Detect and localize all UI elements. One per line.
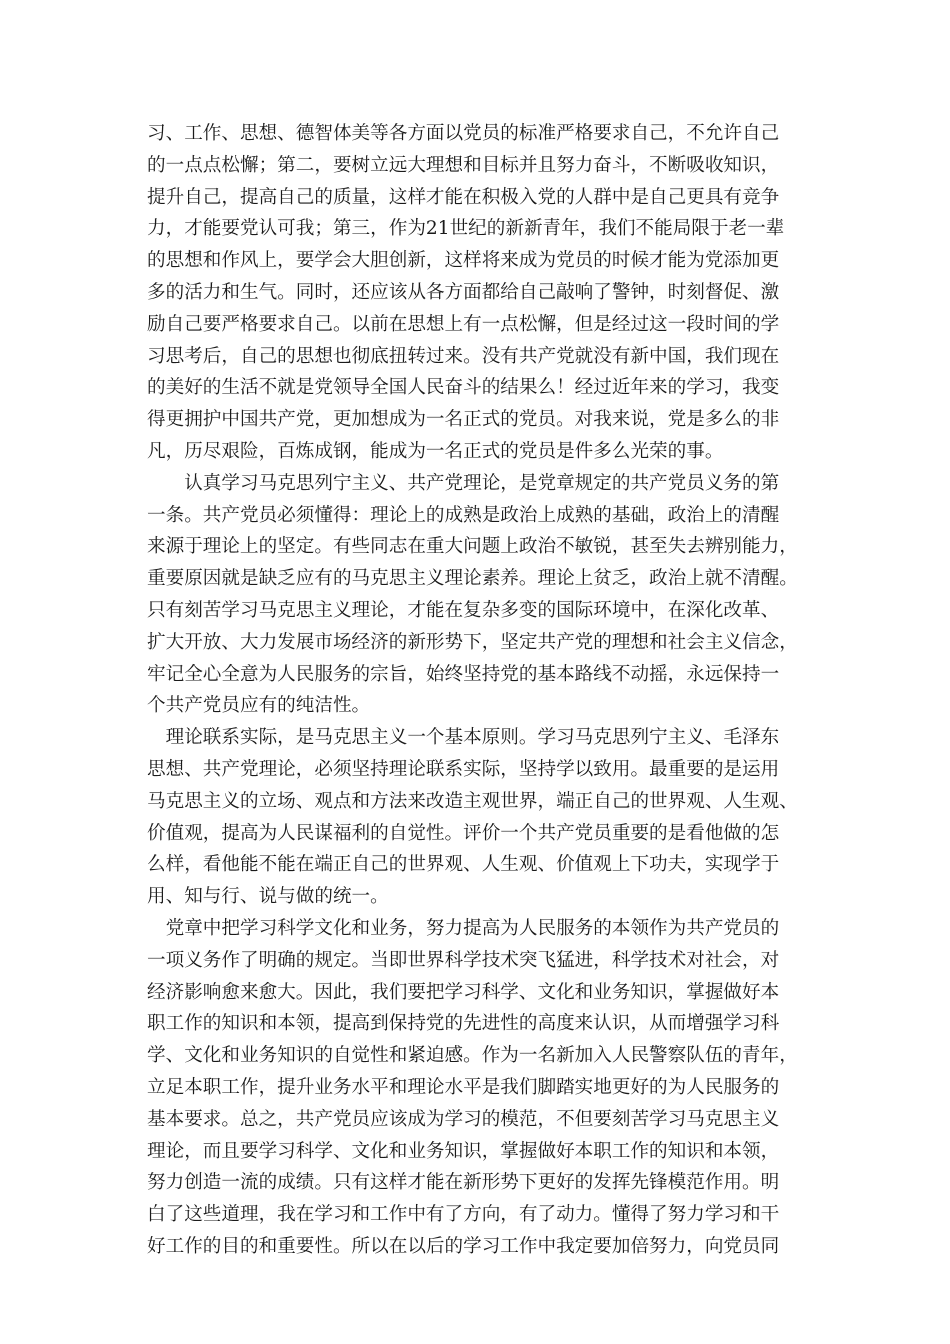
paragraph-theory-practice [147, 722, 807, 913]
text-line: 的美好的生活不就是党领导全国人民奋斗的结果么！经过近年来的学习，我变 [147, 377, 780, 399]
text-line: 一条。共产党员必须懂得：理论上的成熟是政治上成熟的基础，政治上的清醒 [147, 504, 780, 526]
text-line: 党章中把学习科学文化和业务，努力提高为人民服务的本领作为共产党员的 [147, 917, 780, 939]
text-line: 得更拥护中国共产党，更加想成为一名正式的党员。对我来说，党是多么的非 [147, 409, 780, 431]
text-line: 个共产党员应有的纯洁性。 [147, 695, 371, 717]
text-line: 提升自己，提高自己的质量，这样才能在积极入党的人群中是自己更具有竞争 [147, 186, 780, 208]
text-line: 认真学习马克思列宁主义、共产党理论，是党章规定的共产党员义务的第 [147, 472, 780, 494]
text-line: 好工作的目的和重要性。所以在以后的学习工作中我定要加倍努力，向党员同 [147, 1235, 780, 1257]
text-line: 用、知与行、说与做的统一。 [147, 886, 389, 908]
text-line: 一项义务作了明确的规定。当即世界科学技术突飞猛进，科学技术对社会，对 [147, 949, 780, 971]
text-line: 多的活力和生气。同时，还应该从各方面都给自己敲响了警钟，时刻督促、激 [147, 281, 780, 303]
text-line: 思想、共产党理论，必须坚持理论联系实际，坚持学以致用。最重要的是运用 [147, 758, 780, 780]
text-line: 凡，历尽艰险，百炼成钢，能成为一名正式的党员是件多么光荣的事。 [147, 440, 724, 462]
text-line: 马克思主义的立场、观点和方法来改造主观世界，端正自己的世界观、人生观、 [147, 790, 798, 812]
text-line: 只有刻苦学习马克思主义理论，才能在复杂多变的国际环境中，在深化改革、 [147, 599, 780, 621]
text-line: 习思考后，自己的思想也彻底扭转过来。没有共产党就没有新中国，我们现在 [147, 345, 780, 367]
text-line: 扩大开放、大力发展市场经济的新形势下，坚定共产党的理想和社会主义信念， [147, 631, 798, 653]
text-line: 价值观，提高为人民谋福利的自觉性。评价一个共产党员重要的是看他做的怎 [147, 822, 780, 844]
text-line: 力，才能要党认可我；第三，作为21世纪的新新青年，我们不能局限于老一辈 [147, 218, 785, 240]
text-line: 基本要求。总之，共产党员应该成为学习的模范，不但要刻苦学习马克思主义 [147, 1108, 780, 1130]
text-line: 的一点点松懈；第二，要树立远大理想和目标并且努力奋斗，不断吸收知识， [147, 154, 780, 176]
text-line: 努力创造一流的成绩。只有这样才能在新形势下更好的发挥先锋模范作用。明 [147, 1172, 780, 1194]
text-line: 经济影响愈来愈大。因此，我们要把学习科学、文化和业务知识，掌握做好本 [147, 981, 780, 1003]
body-text [147, 118, 807, 1263]
text-line: 牢记全心全意为人民服务的宗旨，始终坚持党的基本路线不动摇，永远保持一 [147, 663, 780, 685]
paragraph-science-culture [147, 913, 807, 1263]
text-line: 来源于理论上的坚定。有些同志在重大问题上政治不敏锐，甚至失去辨别能力， [147, 536, 798, 558]
text-line: 么样，看他能不能在端正自己的世界观、人生观、价值观上下功夫，实现学于 [147, 854, 780, 876]
text-line: 励自己要严格要求自己。以前在思想上有一点松懈，但是经过这一段时间的学 [147, 313, 780, 335]
paragraph-theory-study [147, 468, 807, 722]
text-line: 习、工作、思想、德智体美等各方面以党员的标准严格要求自己，不允许自己 [147, 123, 780, 144]
text-line: 职工作的知识和本领，提高到保持党的先进性的高度来认识，从而增强学习科 [147, 1013, 780, 1035]
paragraph-continuation [147, 118, 807, 468]
text-line: 理论，而且要学习科学、文化和业务知识，掌握做好本职工作的知识和本领， [147, 1140, 780, 1162]
text-line: 白了这些道理，我在学习和工作中有了方向，有了动力。懂得了努力学习和干 [147, 1204, 780, 1226]
text-line: 立足本职工作，提升业务水平和理论水平是我们脚踏实地更好的为人民服务的 [147, 1076, 780, 1098]
text-line: 重要原因就是缺乏应有的马克思主义理论素养。理论上贫乏，政治上就不清醒。 [147, 568, 798, 590]
text-line: 学、文化和业务知识的自觉性和紧迫感。作为一名新加入人民警察队伍的青年， [147, 1045, 798, 1067]
text-line: 的思想和作风上，要学会大胆创新，这样将来成为党员的时候才能为党添加更 [147, 250, 780, 272]
text-line: 理论联系实际，是马克思主义一个基本原则。学习马克思列宁主义、毛泽东 [147, 727, 780, 749]
